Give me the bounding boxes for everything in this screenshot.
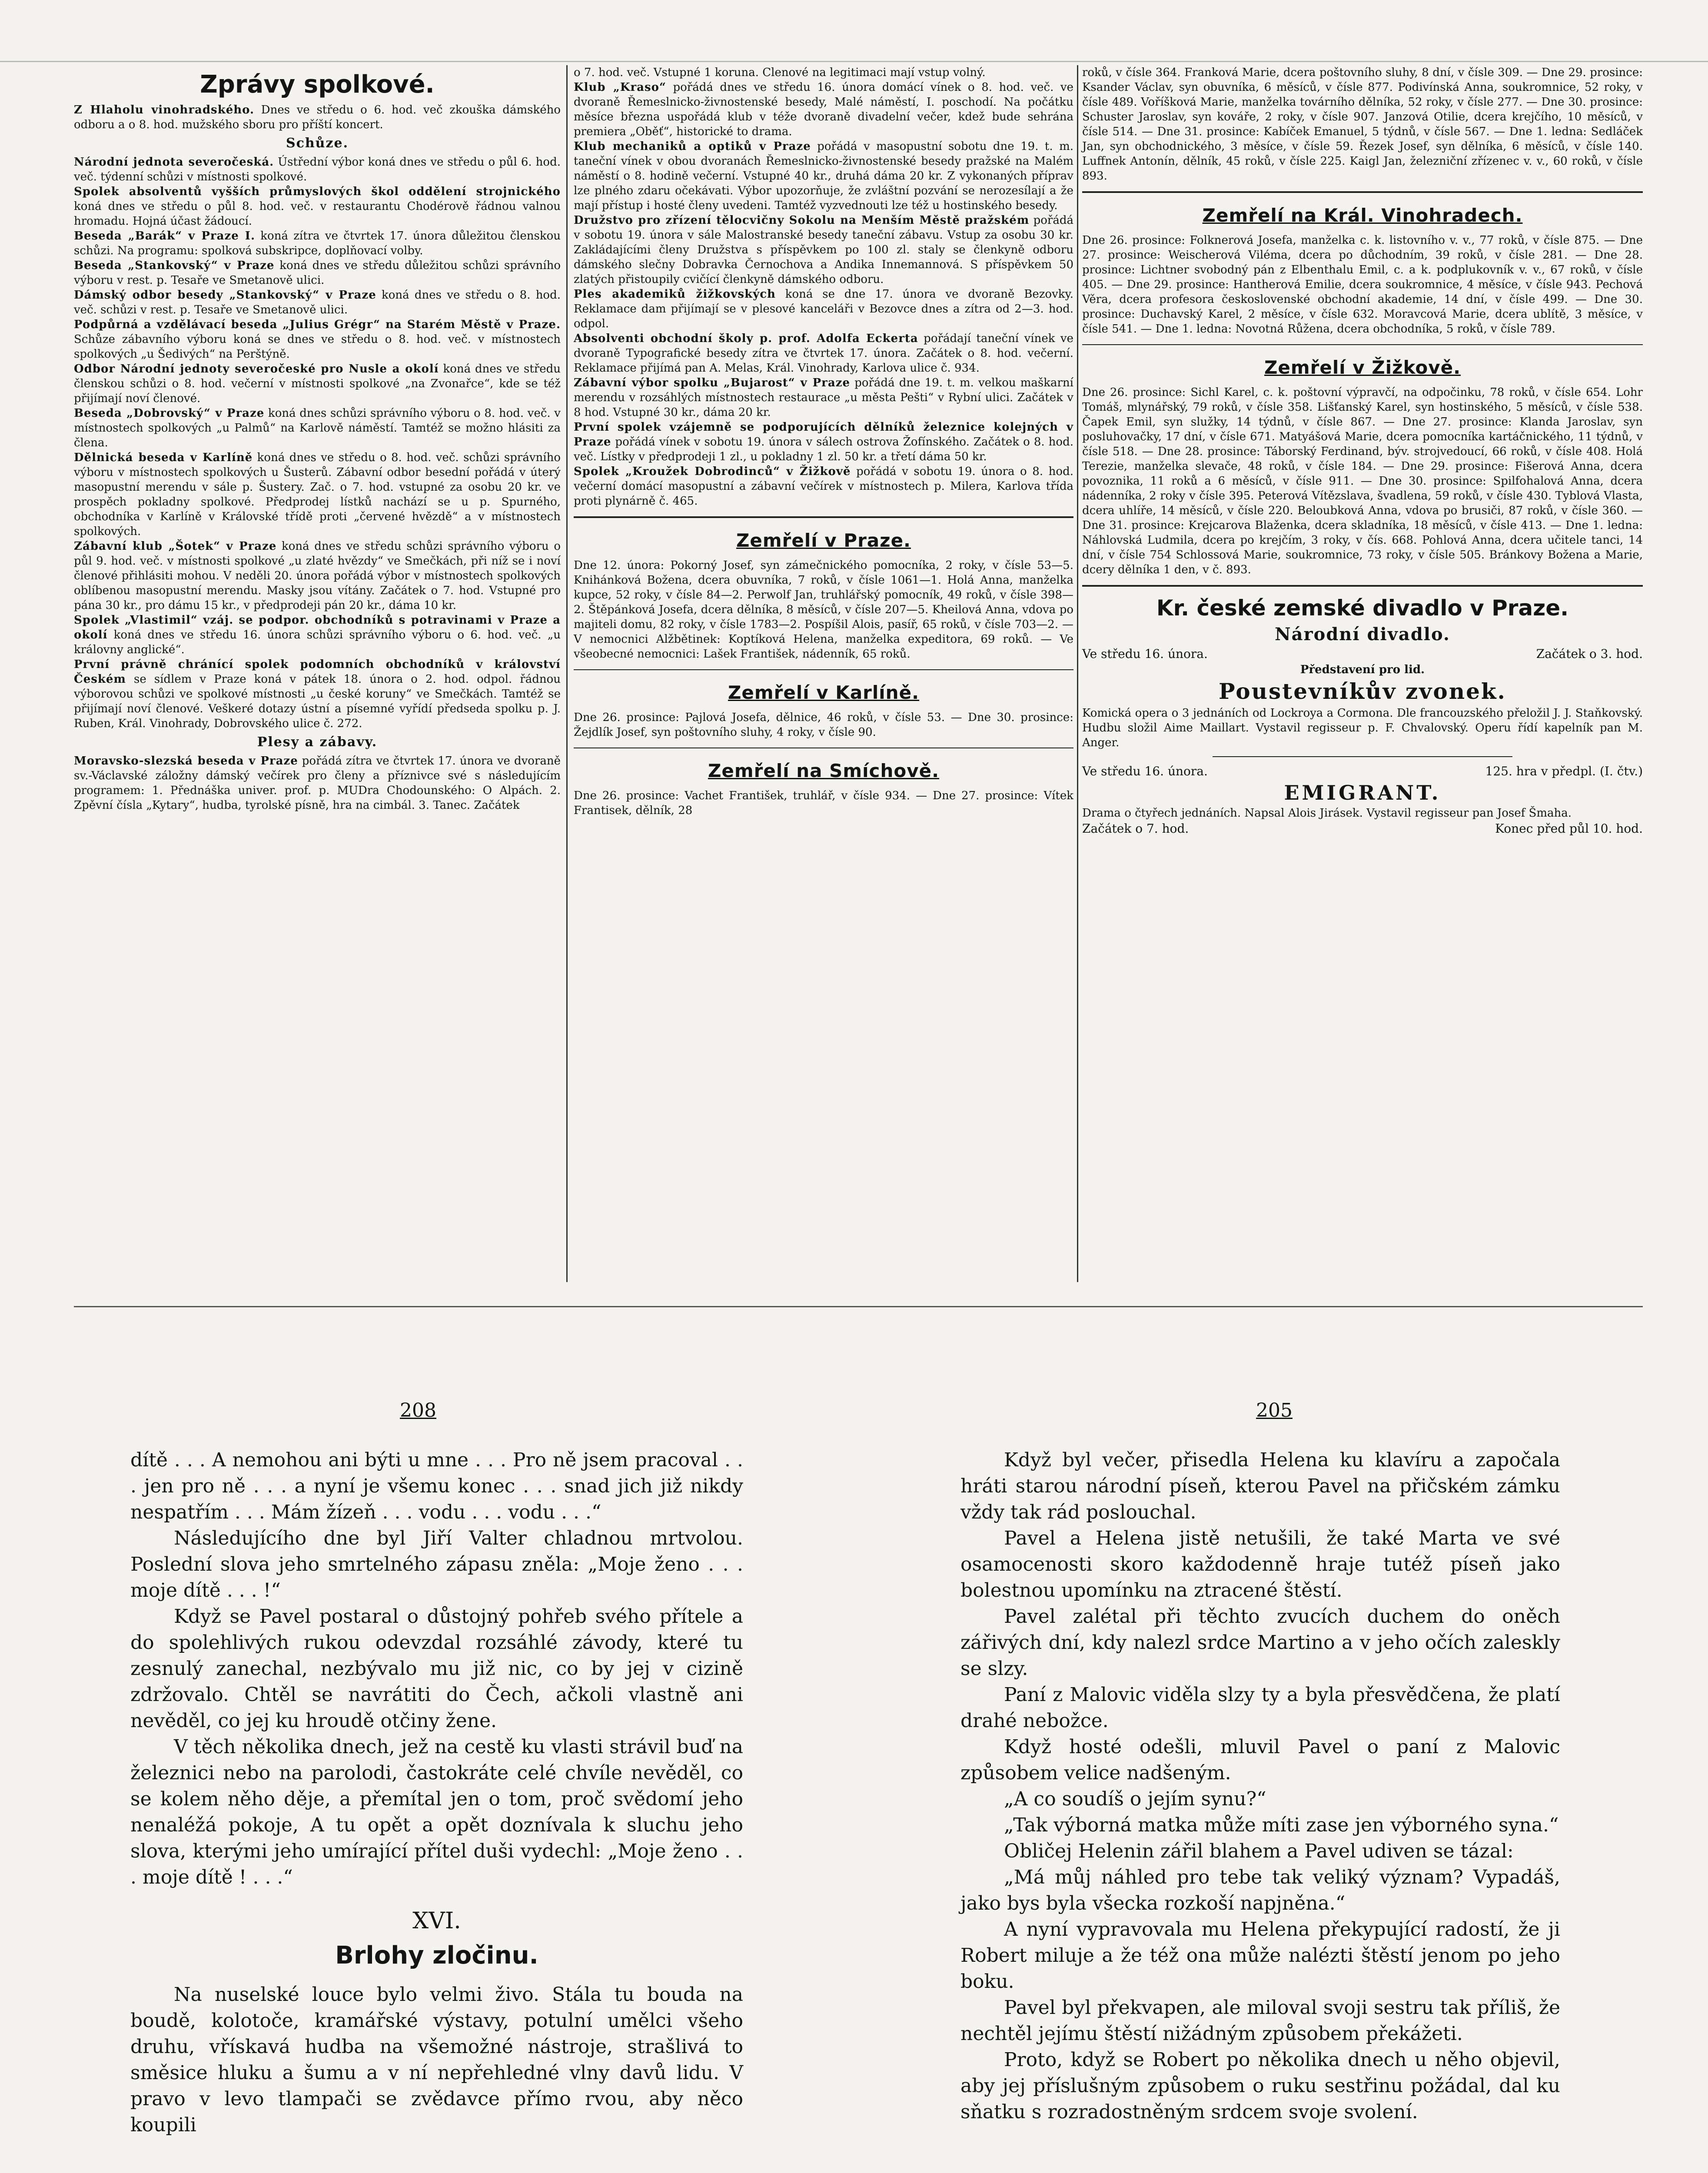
- paragraph: Paní z Malovic viděla slzy ty a byla přesvědčena, že platí drahé nebožce.: [960, 1684, 1560, 1732]
- column-divider: [566, 65, 568, 1282]
- notice-lead: Podpůrná a vzdělávací beseda „Julius Grégr“ na Starém Městě v Praze.: [74, 318, 561, 331]
- notice-text: pořádá vínek v sobotu 19. února v sálech ostrova Žofínského. Začátek o 8. hod. več. Lístky v předprodeji 1 zl., u pokladny 1 zl. 50 kr. a třetí dáma 50 kr.: [574, 435, 1073, 463]
- notice-lead: Klub „Kraso“: [574, 81, 666, 94]
- notice-lead: Družstvo pro zřízení tělocvičny Sokolu na Menším Městě pražském: [574, 214, 1030, 227]
- notice-item: [574, 65, 1073, 80]
- notice-list: [574, 65, 1073, 508]
- paragraph: Na nuselské louce bylo velmi živo. Stála tu bouda na boudě, kolotoče, kramářské výstavy, potulní umělci všeho druhu, vřískavá hudba na všemožné nástroje, strašlivá to směsice hluku a šumu a v ní nepřehledné vlny davů lidu. V pravo v levo tlampači se zvědavce přímo rvou, aby něco koupili: [130, 1984, 743, 2136]
- notice-lead: Dělnická beseda v Karlíně: [74, 451, 253, 464]
- notice-lead: Zábavní klub „Šotek“ v Praze: [74, 540, 277, 553]
- section-heading-zpravy: Zprávy spolkové.: [200, 70, 435, 99]
- paragraph: Následujícího dne byl Jiří Valter chladnou mrtvolou. Poslední slova jeho smrtelného zápasu zněla: „Moje ženo . . . moje dítě . . . !“: [130, 1527, 743, 1602]
- page-number-right: 205: [1256, 1399, 1293, 1422]
- subsection-heading: Plesy a zábavy.: [257, 734, 378, 750]
- theatre-start: Začátek o 7. hod.: [1082, 821, 1189, 836]
- notice-text: koná dnes ve středu členskou schůzi o 8. hod. večerní v místnosti spolkové „na Zvonařce“, kde se též přijímají noví členové.: [74, 362, 561, 405]
- notice-item: [74, 184, 561, 229]
- deaths-karlin-heading: Zemřelí v Karlíně.: [728, 682, 920, 703]
- notice-text: pořádají taneční vínek ve dvoraně Typografické besedy zítra ve čtvrtek 17. února. Začátek o 8. hod. večerní. Reklamace přijímá pan A. Melas, Král. Vinohrady, Karlova ulice č. 934.: [574, 332, 1073, 375]
- subsection-heading: Schůze.: [286, 136, 349, 151]
- divider-rule: [574, 516, 1073, 518]
- notice-item: [74, 450, 561, 539]
- deaths-smichov-text: Dne 26. prosince: Vachet František, truhlář, v čísle 934. — Dne 27. prosince: Vítek Frantisek, dělník, 28: [574, 789, 1073, 817]
- notice-lead: Spolek „Kroužek Dobrodinců“ v Žižkově: [574, 465, 851, 478]
- theatre-row: [1082, 646, 1643, 662]
- notice-text: pořádá dne 19. t. m. velkou maškarní merendu v rozsáhlých místnostech restaurace „u města Pešti“ v Rybní ulici. Začátek v 8 hod. Vstupné 30 kr., dáma 20 kr.: [574, 376, 1073, 419]
- notice-item: [574, 287, 1073, 331]
- notice-text: koná se dne 17. února ve dvoraně Bezovky. Reklamace dam přijímají se v plesové kanceláři v Bezovce dnes a zítra od 2—3. hod. odpol.: [574, 288, 1074, 330]
- notice-item: [74, 103, 561, 132]
- notice-item: [74, 288, 561, 317]
- notice-text: koná dnes ve středu o 8. hod. več. schůzi v rest. p. Tesaře ve Smetanově ulici.: [74, 289, 561, 316]
- notice-lead: Z Hlaholu vinohradského.: [74, 103, 255, 116]
- theatre-start: Začátek o 3. hod.: [1536, 647, 1643, 661]
- newspaper-column-2: [574, 65, 1073, 818]
- notice-item: [74, 657, 561, 731]
- notice-item: [74, 229, 561, 258]
- notice-lead: Zábavní výbor spolku „Bujarost“ v Praze: [574, 376, 851, 389]
- divider-rule: [1082, 585, 1643, 587]
- book-page-left: [130, 1447, 743, 2138]
- notice-text: koná dnes schůzi správního výboru o 8. hod. več. v místnostech spolkových „u Palmů“ na Karlově náměstí. Tamtéž se možno hlásiti za člena.: [74, 407, 561, 449]
- deaths-karlin-text: Dne 26. prosince: Pajlová Josefa, dělnice, 46 roků, v čísle 53. — Dne 30. prosince: Žejdlík Josef, syn poštovního sluhy, 4 roky, v čísle 90.: [574, 711, 1073, 739]
- notice-item: [74, 539, 561, 613]
- notice-item: [574, 213, 1073, 287]
- notice-item: [74, 613, 561, 657]
- column-divider: [1077, 65, 1078, 1282]
- notice-text: se sídlem v Praze koná v pátek 18. února o 2. hod. odpol. řádnou výborovou schůzi ve spolkové místnosti „u české koruny“ ve Smečkách. Tamtéž se přijímají noví členové. Veškeré dotazy ústní a písemné vyřídí předseda spolku p. J. Ruben, Král. Vinohrady, Dobrovského ulice č. 272.: [74, 673, 561, 730]
- notice-lead: Odbor Národní jednoty severočeské pro Nusle a okolí: [74, 362, 439, 375]
- deaths-zizkov-text: Dne 26. prosince: Sichl Karel, c. k. poštovní výpravčí, na odpočinku, 78 roků, v čísle 654. Lohr Tomáš, mlynářský, 79 roků, v čísle 358. Lišťanský Karel, syn hostinského, 5 měsíců, v čísle 538. Čapek Emil, syn služky, 14 týdnů, v čísle 867. — Dne 27. prosince: Klanda Jaroslav, syn posluhovačky, 17 dní, v čísle 671. Matyášová Marie, dcera pomocníka kartáčnického, 11 týdnů, v čísle 518. — Dne 28. prosince: Táborský Ferdinand, býv. strojvedoucí, 66 roků, v čísle 408. Holá Terezie, manželka slevače, 48 roků, v čísle 184. — Dne 29. prosince: Fišerová Anna, dcera povoznika, 11 roků a 6 měsíců, v čísle 911. — Dne 30. prosince: Spilfohalová Anna, dcera nádenníka, 2 roky v čísle 395. Peterová Vítězslava, švadlena, 59 roků, v čísle 430. Tyblová Vlasta, dcera uhlíře, 14 měsíců, v čísle 220. Beloubková Anna, vdova po brusiči, 87 roků, v čísle 360. — Dne 31. prosince: Krejcarova Blaženka, dcera skladníka, 18 měsíců, v čísle 413. — Dne 1. ledna: Náhlovská Ludmila, dcera po krejčím, 3 roky, v čís. 668. Pohlová Anna, dcera učitele tanci, 14 dní, v čísle 754 Schlossová Marie, soukromnice, 73 roky, v čísle 505. Bránkovy Božena a Marie, dcery dělníka 1 den, v č. 893.: [1082, 386, 1643, 576]
- paragraph: Proto, když se Robert po několika dnech u něho objevil, aby jej příslušným způsobem o ruku sestřinu požádal, dal ku sňatku s rozradostněným srdcem svoje svolení.: [960, 2049, 1560, 2123]
- book-page-right: [960, 1447, 1560, 2125]
- notice-item: [74, 362, 561, 406]
- divider-rule: [1082, 344, 1643, 345]
- notice-item: [574, 464, 1073, 508]
- notice-lead: Národní jednota severočeská.: [74, 156, 274, 169]
- notice-text: Schůze zábavního výboru koná se dnes ve středu o 8. hod. več. v místnostech spolkových „u Šedivých“ na Perštýně.: [74, 333, 561, 361]
- newspaper-column-1: [74, 65, 561, 813]
- notice-item: [574, 80, 1073, 139]
- notice-item: [74, 754, 561, 813]
- divider-rule: [1213, 756, 1512, 757]
- page-number-left: 208: [400, 1399, 436, 1422]
- notice-text: koná zítra ve čtvrtek 17. února důležitou členskou schůzi. Na programu: spolková subskripce, doplňovací volby.: [74, 229, 561, 257]
- theatre-play-description: Komická opera o 3 jednáních od Lockroya a Cormona. Dle francouzského přeložil J. J. Staňkovský. Hudbu složil Aime Maillart. Vystavil regisseur p. F. Chvalovský. Operu řídí kapelník pan M. Anger.: [1082, 707, 1643, 749]
- notice-text: pořádá v sobotu 19. února v sále Malostranské besedy taneční zábavu. Vstup za osobu 30 kr. Zakládajícími členy Družstva s příspěvkem po 100 zl. staly se členkyně odboru dámského slečny Dobravka Černochova a Andika Innemannová. S příspěvkem 50 zlatých přistoupily cvičící členkyně dámského odboru.: [574, 214, 1074, 286]
- paragraph: Když byl večer, přisedla Helena ku klavíru a započala hráti starou národní píseň, kterou Pavel na přičském zámku vždy tak rád poslouchal.: [960, 1449, 1560, 1523]
- theatre-subtitle: Národní divadlo.: [1275, 624, 1450, 645]
- notice-lead: Absolventi obchodní školy p. prof. Adolfa Eckerta: [574, 332, 918, 345]
- divider-rule: [1082, 191, 1643, 193]
- notice-text: koná dnes ve středu o 8. hod. več. schůzi správního výboru v místnostech spolkových u Šusterů. Zábavní odbor besední pořádá v úterý masopustní merendu v sále p. Šustery. Zač. o 7. hod. vstupné za osobu 20 kr. ve prospěch pokladny spolkové. Předprodej lístků nachází se u p. Spurného, obchodníka v Karlíně v Královské třídě proti „červené hvězdě“ a v místnostech spolkových.: [74, 451, 561, 538]
- notice-lead: První spolek vzájemně se podporujících dělníků železnice kolejných v Praze: [574, 421, 1073, 449]
- notice-item: [574, 139, 1073, 213]
- right-text: [960, 1447, 1560, 2125]
- notice-lead: Moravsko-slezská beseda v Praze: [74, 754, 298, 768]
- notice-text: pořádá v masopustní sobotu dne 19. t. m. taneční vínek v obou dvoranách Řemeslnicko-živnostenské besedy pražské na Malém náměstí o 8. hodině večerní. Vstupné 40 kr., druhá dáma 20 kr. Z vykonaných příprav lze plného zdaru očekávati. Výbor upozorňuje, že zvláštní pozvání se nerozesílají a že mají přístup i hosté členy uvedeni. Tamtéž vyzvednouti lze též u hostinského besedy.: [574, 140, 1073, 212]
- paragraph: Obličej Helenin zářil blahem a Pavel udiven se tázal:: [1004, 1840, 1514, 1862]
- paragraph: „Tak výborná matka může míti zase jen výborného syna.“: [1004, 1814, 1559, 1836]
- notice-lead: Dámský odbor besedy „Stankovský“ v Praze: [74, 289, 376, 302]
- notice-lead: Ples akademiků žižkovských: [574, 288, 776, 301]
- notice-item: [574, 331, 1073, 375]
- deaths-zizkov-heading: Zemřelí v Žižkově.: [1264, 357, 1461, 378]
- section-divider: [74, 1306, 1643, 1307]
- notice-text: pořádá dnes ve středu 16. února domácí vínek o 8. hod. več. ve dvoraně Řemeslnicko-živnostenské besedy, Malé náměstí, I. poschodí. Na počátku měsíce března uspořádá klub v téže dvoraně divadelní večer, kdež bude sehrána premiera „Oběť“, historické to drama.: [574, 81, 1073, 138]
- notice-text: koná dnes ve středu o půl 8. hod. več. v restaurantu Chodérově řádnou valnou hromadu. Hojná účast žádoucí.: [74, 200, 561, 228]
- theatre-note: Představení pro lid.: [1300, 663, 1425, 676]
- theatre-day: Ve středu 16. února.: [1082, 764, 1208, 778]
- notice-text: pořádá zítra ve čtvrtek 17. února ve dvoraně sv.-Václavské záložny dámský večírek pro členy a příznivce své s následujícím programem: 1. Přednáška univer. prof. p. MUDra Chodounského: O Alpách. 2. Zpěvní čísla „Kytary“, hudba, tyrolské písně, hra na cimbál. 3. Tanec. Začátek: [74, 754, 561, 812]
- notice-lead: Spolek „Vlastimil“ vzáj. se podpor. obchodníků s potravinami v Praze a okolí: [74, 614, 561, 641]
- notice-item: [74, 317, 561, 362]
- notice-item: [574, 375, 1073, 420]
- newspaper-column-3: [1082, 65, 1643, 837]
- notice-text: koná dnes ve středu důležitou schůzi správního výboru v rest. p. Tesaře ve Smetanově ulici.: [74, 259, 561, 287]
- chapter-number: XVI.: [412, 1908, 461, 1934]
- paragraph: „A co soudíš o jejím synu?“: [1004, 1788, 1266, 1810]
- theatre-performance-number: 125. hra v předpl. (I. čtv.): [1485, 764, 1643, 778]
- paragraph: Pavel a Helena jistě netušili, že také Marta ve své osamocenosti skoro každodenně hraje tutéž píseň jako bolestnou upomínku na ztracené štěstí.: [960, 1527, 1560, 1602]
- notice-text: Dnes ve středu o 6. hod. več zkouška dámského odboru a o 8. hod. mužského sboru pro příští koncert.: [74, 103, 561, 131]
- notice-text: koná dnes ve středu 16. února schůzi správního výboru o 6. hod. več. „u královny anglické“.: [74, 628, 561, 656]
- notice-item: [74, 258, 561, 288]
- theatre-row: [1082, 763, 1643, 780]
- deaths-smichov-heading: Zemřelí na Smíchově.: [708, 760, 940, 781]
- notice-text: pořádá v sobotu 19. února o 8. hod. večerní domácí masopustní a zábavní večírek v místnostech p. Milera, Karlova třída proti plynárně č. 465.: [574, 465, 1073, 508]
- paragraph: Pavel byl překvapen, ale miloval svoji sestru tak příliš, že nechtěl jejímu štěstí nižádným způsobem překážeti.: [960, 1997, 1560, 2045]
- paragraph: Když hosté odešli, mluvil Pavel o paní z Malovic způsobem velice nadšeným.: [960, 1736, 1560, 1784]
- notice-text: Ústřední výbor koná dnes ve středu o půl 6. hod. več. týdenní schůzi v místnosti spolkové.: [74, 156, 561, 183]
- theatre-play-description: Drama o čtyřech jednáních. Napsal Alois Jirásek. Vystavil regisseur pan Josef Šmaha.: [1082, 807, 1572, 820]
- notice-lead: Klub mechaniků a optiků v Praze: [574, 140, 811, 153]
- paragraph: Pavel zalétal při těchto zvucích duchem do oněch zářivých dní, kdy nalezl srdce Martino a v jeho očích zaleskly se slzy.: [960, 1605, 1560, 1680]
- notice-lead: Beseda „Barák“ v Praze I.: [74, 229, 256, 243]
- theatre-end: Konec před půl 10. hod.: [1495, 821, 1643, 836]
- theatre-play-title: EMIGRANT.: [1284, 781, 1441, 804]
- notice-item: [574, 420, 1073, 464]
- deaths-praha-heading: Zemřelí v Praze.: [736, 530, 911, 551]
- notice-lead: Beseda „Dobrovský“ v Praze: [74, 407, 265, 420]
- paragraph: dítě . . . A nemohou ani býti u mne . . . Pro ně jsem pracoval . . . jen pro ně . . . a nyní je všemu konec . . . snad jich již nikdy nespatřím . . . Mám žízeň . . . vodu . . . vodu . . .“: [130, 1449, 743, 1523]
- paragraph: V těch několika dnech, jež na cestě ku vlasti strávil buď na železnici nebo na parolodi, častokráte celé chvíle nevěděl, co se kolem něho děje, a přemítal jen o tom, proč svědomí jeho nenaléžá pokoje, A tu opět a opět doznívala k sluchu jeho slova, kterými jeho umírající přítel duši vydechl: „Moje ženo . . . moje dítě ! . . .“: [130, 1736, 743, 1888]
- notice-item: [74, 155, 561, 184]
- paragraph: A nyní vypravovala mu Helena překypující radostí, že ji Robert miluje a že též ona může nalézti štěstí jenom po jeho boku.: [960, 1918, 1560, 1993]
- theatre-row: [1082, 821, 1643, 837]
- deaths-continued-text: roků, v čísle 364. Franková Marie, dcera poštovního sluhy, 8 dní, v čísle 309. — Dne 29. prosince: Ksander Václav, syn obuvníka, 6 měsíců, v čísle 877. Podivínská Anna, soukromnice, 52 roky, v čísle 489. Voříšková Marie, manželka továrního dělníka, 52 roky, v čísle 277. — Dne 30. prosince: Schuster Jaroslav, syn kováře, 2 roky, v čísle 907. Janzová Otilie, dcera krejčího, 10 měsíců, v čísle 514. — Dne 31. prosince: Kabíček Emanuel, 5 týdnů, v čísle 567. — Dne 1. ledna: Sedláček Jan, syn obchodnického, 3 měsíce, v čísle 59. Řezek Josef, syn dělníka, 6 měsíců, v čísle 140. Luffnek Antonín, dělník, 45 roků, v čísle 225. Kaigl Jan, železniční zřízenec v. v., 60 roků, v čísle 893.: [1082, 66, 1643, 183]
- theatre-play-title: Poustevníkův zvonek.: [1219, 678, 1506, 704]
- left-text: [130, 1447, 743, 1891]
- theatre-title: Kr. české zemské divadlo v Praze.: [1156, 595, 1569, 621]
- deaths-vinohrady-text: Dne 26. prosince: Folknerová Josefa, manželka c. k. listovního v. v., 77 roků, v čísle 875. — Dne 27. prosince: Weischerová Viléma, dcera po důchodním, 39 roků, v čísle 281. — Dne 28. prosince: Lichtner svobodný pán z Elbenthalu Emil, c. a k. podplukovník v. v., 67 roků, v čísle 405. — Dne 29. prosince: Hantherová Emilie, dcera soukromnice, 4 měsíce, v čísle 943. Pechová Věra, dcera profesora československé obchodní akademie, 14 dní, v čísle 499. — Dne 30. prosince: Duchavský Karel, 2 měsíce, v čísle 632. Moravcová Marie, dcera ublítě, 3 měsíce, v čísle 541. — Dne 1. ledna: Novotná Růžena, dcera obchodníka, 5 roků, v čísle 789.: [1082, 234, 1643, 336]
- notice-text: o 7. hod. več. Vstupné 1 koruna. Clenové na legitimaci mají vstup volný.: [574, 66, 986, 79]
- top-rule: [0, 61, 1708, 62]
- notice-item: [74, 406, 561, 450]
- chapter-text: [130, 1982, 743, 2138]
- notice-lead: Spolek absolventů vyšších průmyslových škol oddělení strojnického: [74, 185, 561, 198]
- theatre-day: Ve středu 16. února.: [1082, 647, 1208, 661]
- divider-rule: [574, 669, 1073, 670]
- deaths-vinohrady-heading: Zemřelí na Král. Vinohradech.: [1202, 205, 1523, 226]
- notice-lead: První právně chránící spolek podomních obchodníků v království Českém: [74, 658, 561, 686]
- notice-list: [74, 103, 561, 813]
- notice-text: koná dnes ve středu schůzi správního výboru o půl 9. hod. več. v místnosti spolkové „u zlaté hvězdy“ ve Smečkách, při níž se i noví členové přihlásiti mohou. V neděli 20. února pořádá výbor v místnostech spolkových oblíbenou masopustní merendu. Masky jsou vítány. Začátek o 7. hod. Vstupné pro pána 30 kr., pro dámu 15 kr., v předprodeji pán 20 kr., dáma 10 kr.: [74, 540, 561, 612]
- paragraph: Když se Pavel postaral o důstojný pohřeb svého přítele a do spolehlivých rukou odevzdal rozsáhlé závody, které tu zesnulý zanechal, nezbývalo mu již nic, co by jej v cizině zdržovalo. Chtěl se navrátiti do Čech, ačkoli vlastně ani nevěděl, co jej ku hroudě otčiny žene.: [130, 1605, 743, 1732]
- chapter-title: Brlohy zločinu.: [335, 1941, 538, 1970]
- notice-lead: Beseda „Stankovský“ v Praze: [74, 259, 275, 272]
- paragraph: „Má můj náhled pro tebe tak veliký význam? Vypadáš, jako bys byla všecka rozkoší napjněna.“: [960, 1866, 1560, 1914]
- deaths-praha-text: Dne 12. února: Pokorný Josef, syn zámečnického pomocníka, 2 roky, v čísle 53—5. Knihánková Božena, dcera obuvníka, 7 roků, v čísle 1061—1. Holá Anna, manželka kupce, 52 roky, v čísle 84—2. Perwolf Jan, truhlářský pomocník, 49 roků, v čísle 398—2. Štěpánková Josefa, dcera dělníka, 8 měsíců, v čísle 207—5. Kheilová Anna, vdova po majiteli domu, 82 roky, v čísle 1783—2. Pospíšil Alois, pasíř, 65 roků, v čísle 703—2. — V nemocnici Alžbětinek: Koptíková Helena, manželka expeditora, 69 roků. — Ve všeobecné nemocnici: Lašek František, nádenník, 65 roků.: [574, 559, 1073, 661]
